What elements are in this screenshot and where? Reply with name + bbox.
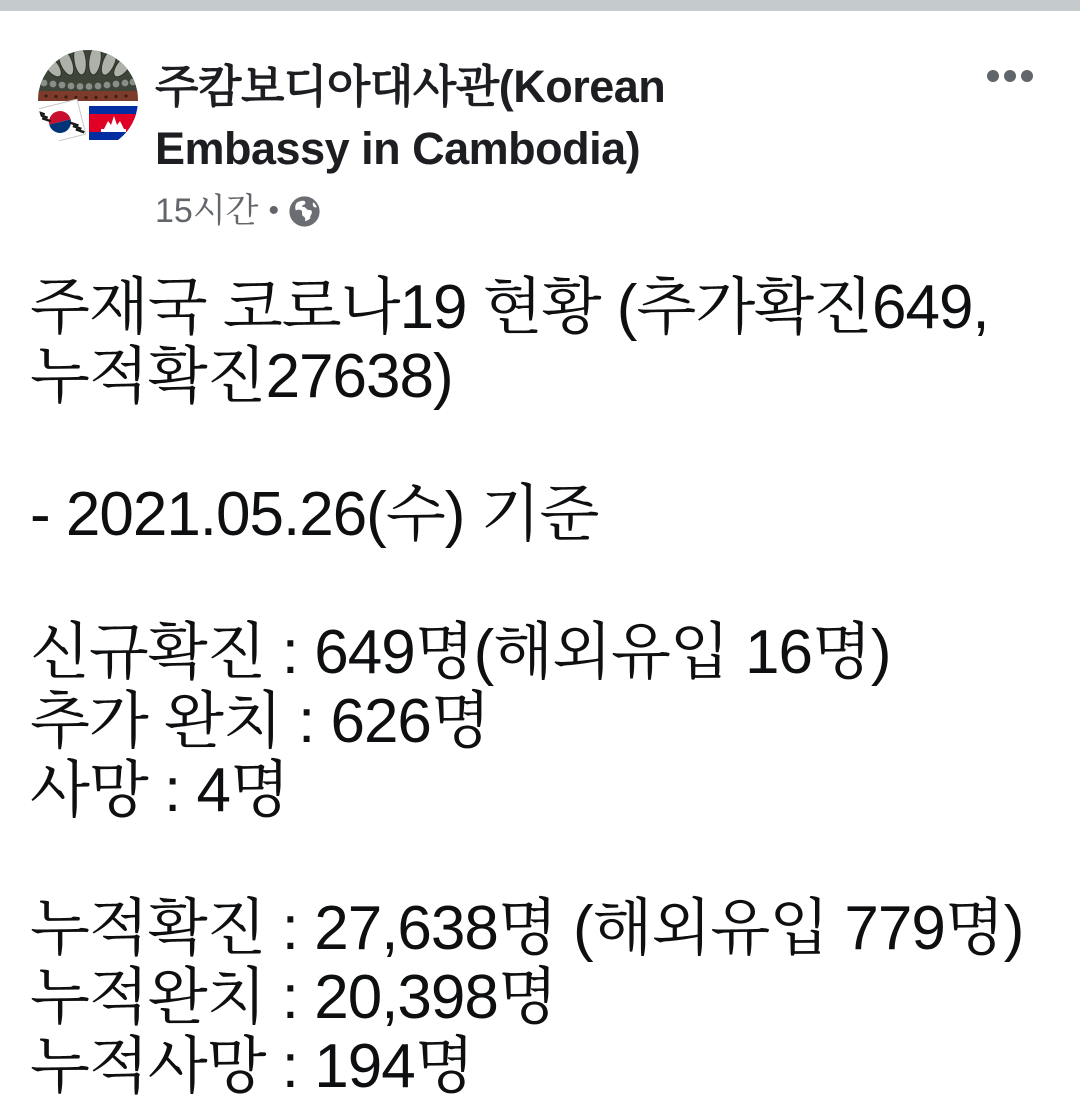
post-paragraph [30,480,1050,549]
post-meta [155,191,895,231]
header-text-block [155,56,895,231]
page-name-line1: 주캄보디아대사관(Korean [155,61,666,112]
status-bar-strip [0,0,1080,11]
ellipsis-dot [987,70,999,82]
post-line: - 2021.05.26(수) 기준 [30,480,599,549]
post-line: 추가 완치 : 626명 [30,687,490,756]
post-header [0,11,1080,233]
timestamp[interactable]: 15시간 [155,192,259,230]
post-line: 사망 : 4명 [30,756,289,825]
post-line: 누적확진 : 27,638명 (해외유입 779명) [30,894,1024,963]
more-options-button[interactable] [983,66,1037,86]
ellipsis-dot [1021,70,1033,82]
post-line: 누적완치 : 20,398명 [30,963,557,1032]
post-line: 누적확진27638) [30,342,453,411]
embassy-avatar-image [38,50,138,150]
page-name[interactable] [155,56,895,180]
post-line: 주재국 코로나19 현황 (추가확진649, [30,273,989,342]
post-body-text [0,233,1080,1101]
page-avatar[interactable] [38,50,138,150]
post-paragraph [30,273,1050,411]
privacy-globe-icon [289,196,320,227]
meta-separator: • [268,194,280,227]
post-paragraph [30,894,1050,1101]
cambodia-flag [89,106,138,140]
post-line: 신규확진 : 649명(해외유입 16명) [30,618,891,687]
page-name-line2: Embassy in Cambodia) [155,123,641,174]
ellipsis-dot [1004,70,1016,82]
post-paragraph [30,618,1050,825]
post-line: 누적사망 : 194명 [30,1032,474,1101]
